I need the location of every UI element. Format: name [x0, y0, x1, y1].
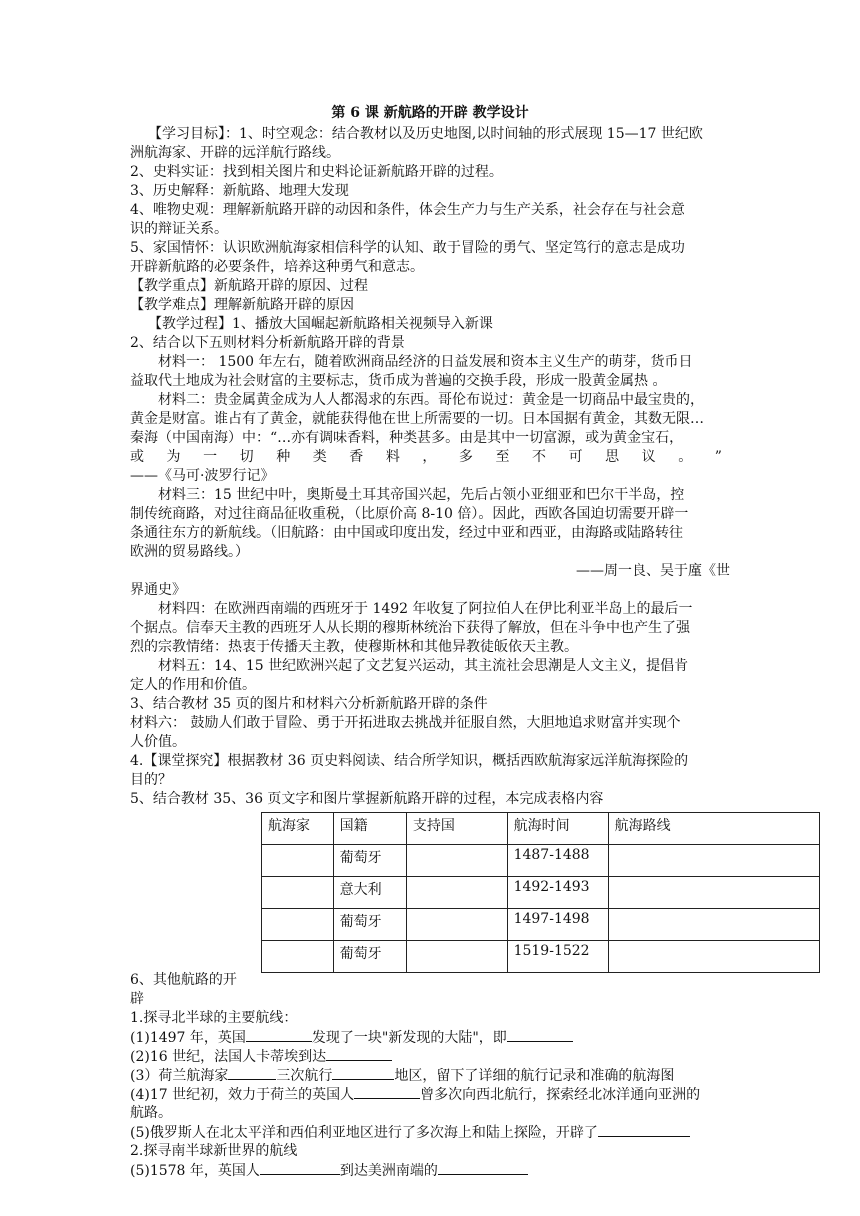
fill-in-blank[interactable] [260, 1160, 340, 1175]
material-1-line-2: 益取代土地成为社会财富的主要标志，货币成为普遍的交换手段，形成一股黄金属热 。 [130, 373, 667, 389]
material-4-line-3: 烈的宗教情绪：热衷于传播天主教，使穆斯林和其他异教徒皈依天主教。 [130, 639, 578, 655]
material-1-line-1: 材料一： 1500 年左右，随着欧洲商品经济的日益发展和资本主义生产的萌芽，货币日 [158, 354, 693, 370]
table-cell: 1519-1522 [507, 941, 608, 973]
material-4-line-2: 个据点。信奉天主教的西班牙人从长期的穆斯林统治下获得了解放，但在斗争中也产生了强 [130, 620, 690, 636]
step-4-line-1: 4.【课堂探究】根据教材 36 页史料阅读、结合所学知识，概括西欧航海家远洋航海探险的 [130, 753, 689, 769]
material-3-source-2: 界通史》 [130, 582, 186, 598]
text-run: 地区，留下了详细的航行记录和准确的航海图 [394, 1068, 675, 1084]
material-3-line-1: 材料三：15 世纪中叶，奥斯曼土耳其帝国兴起，先后占领小亚细亚和巴尔干半岛，控 [158, 487, 685, 503]
spread-char: 种 [276, 449, 291, 465]
table-header-cell: 国籍 [333, 813, 406, 845]
spread-char: 料 [385, 449, 400, 465]
south-heading [130, 1141, 297, 1161]
material-3-line-4: 欧洲的贸易路线。） [130, 544, 249, 560]
step-3-line-3: 人价值。 [130, 734, 186, 750]
spread-char: 思 [605, 449, 620, 465]
text-run: 到达美洲南端的 [339, 1163, 438, 1179]
fill-in-blank[interactable] [332, 1065, 394, 1080]
text-run: (5)俄罗斯人在北太平洋和西伯利亚地区进行了多次海上和陆上探险，开辟了 [130, 1125, 598, 1141]
spread-char: 切 [239, 449, 254, 465]
north-q5 [130, 1122, 690, 1143]
process-line-1: 【教学过程】1、播放大国崛起新航路相关视频导入新课 [148, 316, 493, 332]
step-4-line-2: 目的？ [130, 772, 172, 788]
north-q4-line-1 [130, 1084, 700, 1105]
step-6-line-2 [130, 989, 144, 1009]
page-title: 第 6 课 新航路的开辟 教学设计 [331, 105, 529, 121]
text-run: 三次航行 [276, 1068, 333, 1084]
spread-char: 或 [130, 449, 144, 465]
objectives-line-4: 3、历史解释：新航路、地理大发现 [130, 183, 349, 199]
spread-char: 类 [312, 449, 327, 465]
objectives-line-3: 2、史料实证：找到相关图片和史料论证新航路开辟的过程。 [130, 164, 503, 180]
spread-char: 一 [203, 449, 218, 465]
spread-char: 至 [495, 449, 510, 465]
objectives-line-2: 洲航海家、开辟的远洋航行路线。 [130, 145, 340, 161]
table-cell: 1487-1488 [507, 845, 608, 877]
objectives-line-8: 开辟新航路的必要条件，培养这种勇气和意志。 [130, 259, 424, 275]
spread-char: 香 [349, 449, 364, 465]
spread-char: 多 [458, 449, 473, 465]
material-3-source-1: ——周一良、吴于廑《世 [576, 563, 730, 579]
north-q2 [130, 1046, 392, 1067]
step-5-line: 5、结合教材 35、36 页文字和图片掌握新航路开辟的过程，本完成表格内容 [130, 791, 604, 807]
process-line-2: 2、结合以下五则材料分析新航路开辟的背景 [130, 335, 405, 351]
text-run: (2)16 世纪，法国人卡蒂埃到达 [130, 1049, 327, 1065]
text-run: (1)1497 年，英国 [130, 1030, 246, 1046]
fill-in-blank[interactable] [438, 1160, 528, 1175]
spread-char: 。 [678, 449, 693, 465]
table-header-cell: 航海路线 [608, 813, 819, 845]
spread-char: 议 [641, 449, 656, 465]
material-5-line-2: 定人的作用和价值。 [130, 677, 256, 693]
fill-in-blank[interactable] [246, 1027, 312, 1042]
material-3-line-3: 条通往东方的新航线。（旧航路：由中国或印度出发，经过中亚和西亚，由海路或陆路转往 [130, 525, 683, 541]
material-3-line-2: 制传统商路，对过往商品征收重税，（比原价高 8-10 倍）。因此，西欧各国迫切需要开辟一 [130, 506, 689, 522]
south-q5 [130, 1160, 528, 1181]
text-run: 1.探寻北半球的主要航线： [130, 1010, 298, 1026]
objectives-line-1: 【学习目标】：1、时空观念：结合教材以及历史地图,以时间轴的形式展现 15—17 世纪欧 [148, 126, 703, 142]
objectives-line-5: 4、唯物史观：理解新航路开辟的动因和条件，体会生产力与生产关系，社会存在与社会意 [130, 202, 685, 218]
material-2-source: ——《马可·波罗行记》 [130, 468, 275, 484]
fill-in-blank[interactable] [354, 1084, 420, 1099]
table-cell: 1492-1493 [507, 877, 608, 909]
material-2-line-3: 秦海（中国南海）中：“…亦有调味香料，种类甚多。由是其中一切富源，或为黄金宝石， [130, 430, 684, 446]
table-cell: 葡萄牙 [333, 909, 406, 941]
material-5-line-1: 材料五：14、15 世纪欧洲兴起了文艺复兴运动，其主流社会思潮是人文主义，提倡肯 [158, 658, 689, 674]
spread-char: 可 [568, 449, 583, 465]
table-cell: 葡萄牙 [333, 941, 406, 973]
table-cell: 意大利 [333, 877, 406, 909]
text-run: 2.探寻南半球新世界的航线 [130, 1143, 298, 1159]
north-q4-line-2 [130, 1103, 172, 1123]
north-q3 [130, 1065, 674, 1086]
text-run: (3）荷兰航海家 [130, 1068, 229, 1084]
north-heading [130, 1008, 297, 1028]
fill-in-blank[interactable] [228, 1065, 276, 1080]
text-run: 6、其他航路的开 [130, 972, 237, 988]
fill-in-blank[interactable] [507, 1027, 573, 1042]
table-header-cell: 支持国 [406, 813, 507, 845]
material-2-line-1: 材料二：贵金属黄金成为人人都渴求的东西。哥伦布说过：黄金是一切商品中最宝贵的， [158, 392, 704, 408]
text-run: 曾多次向西北航行，探索经北冰洋通向亚洲的 [420, 1087, 701, 1103]
material-4-line-1: 材料四：在欧洲西南端的西班牙于 1492 年收复了阿拉伯人在伊比利亚半岛上的最后一 [158, 601, 693, 617]
spread-char: 为 [166, 449, 181, 465]
table-cell: 1497-1498 [507, 909, 608, 941]
difficulty: 【教学难点】理解新航路开辟的原因 [130, 297, 354, 313]
key-point: 【教学重点】新航路开辟的原因、过程 [130, 278, 368, 294]
table-cell: 葡萄牙 [333, 845, 406, 877]
spread-char: ” [714, 449, 722, 465]
north-q1 [130, 1027, 573, 1048]
text-run: 航路。 [130, 1105, 172, 1121]
step-6-line-1 [130, 970, 237, 990]
text-run: (5)1578 年，英国人 [130, 1163, 260, 1179]
text-run: (4)17 世纪初，效力于荷兰的英国人 [130, 1087, 355, 1103]
spread-char: 不 [532, 449, 547, 465]
objectives-line-7: 5、家国情怀：认识欧洲航海家相信科学的认知、敢于冒险的勇气、坚定笃行的意志是成功 [130, 240, 685, 256]
step-3-line-1: 3、结合教材 35 页的图片和材料六分析新航路开辟的条件 [130, 696, 488, 712]
text-run: 辟 [130, 991, 144, 1007]
step-3-line-2: 材料六： 鼓励人们敢于冒险、勇于开拓进取去挑战并征服自然，大胆地追求财富并实现个 [130, 715, 681, 731]
text-run: 发现了一块"新发现的大陆"，即 [311, 1030, 507, 1046]
fill-in-blank[interactable] [598, 1122, 690, 1137]
table-header-cell: 航海家 [262, 813, 334, 845]
objectives-line-6: 识的辩证关系。 [130, 221, 228, 237]
spread-char: ， [422, 449, 437, 465]
table-header-cell: 航海时间 [507, 813, 608, 845]
fill-in-blank[interactable] [326, 1046, 392, 1061]
material-2-line-2: 黄金是财富。谁占有了黄金，就能获得他在世上所需要的一切。日本国据有黄金，其数无限… [130, 411, 704, 427]
